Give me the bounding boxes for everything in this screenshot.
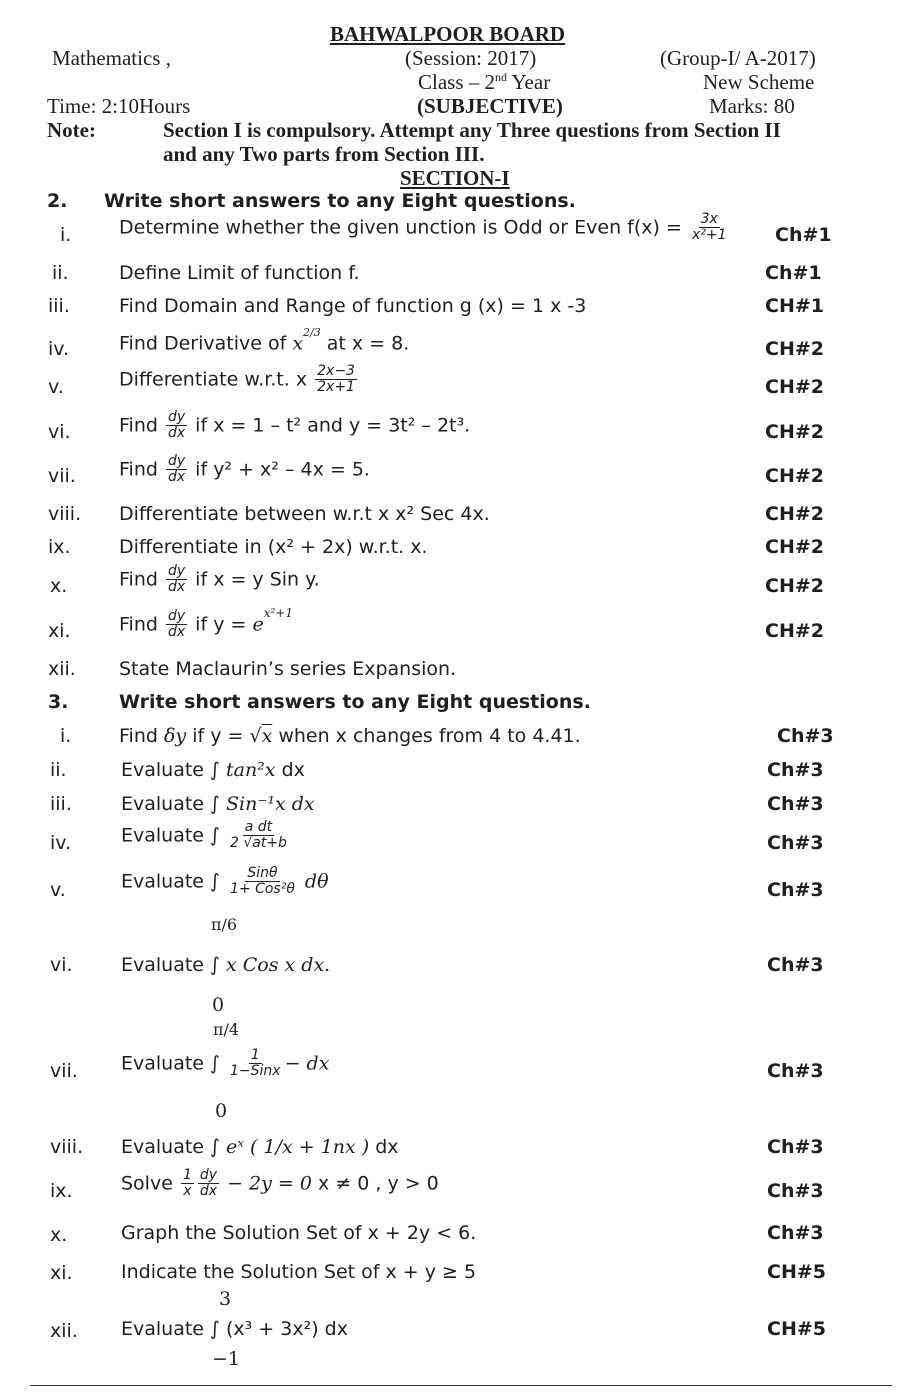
q2-iv-text: [119, 326, 410, 355]
q3-vii-tail: − dx: [284, 1052, 330, 1075]
q2-ix-chapter: CH#2: [765, 536, 824, 558]
q2-viii-chapter: CH#2: [765, 503, 824, 525]
q3-ix-numerator-2: dy: [199, 1167, 218, 1183]
q3-xii-text: Evaluate ∫ (x³ + 3x²) dx: [121, 1318, 348, 1340]
q3-i-text: [119, 725, 581, 747]
q3-vi-text: [121, 954, 330, 976]
q3-v-text: [121, 866, 329, 898]
q3-vii-text: [121, 1048, 329, 1080]
q3-ix-label: Solve: [121, 1172, 179, 1195]
q2-title: Write short answers to any Eight questions.: [104, 190, 576, 212]
q3-ix-fraction-2: [198, 1168, 219, 1200]
scheme: New Scheme: [703, 70, 815, 94]
q2-ii-num: ii.: [52, 262, 69, 284]
q3-viii-chapter: Ch#3: [767, 1136, 824, 1158]
q3-vii-num: vii.: [50, 1060, 78, 1082]
q2-vii-chapter: CH#2: [765, 465, 824, 487]
q3-number: 3.: [48, 691, 69, 713]
class-line: [418, 70, 550, 95]
q3-v-num: v.: [50, 879, 66, 901]
q3-i-label: Find: [119, 725, 164, 747]
q2-ii-chapter: Ch#1: [765, 262, 822, 284]
q2-vi-text: [119, 410, 470, 442]
q3-iii-label: Evaluate ∫: [121, 793, 226, 815]
q3-vii-numerator: 1: [250, 1047, 260, 1063]
q2-vii-num: vii.: [48, 465, 76, 487]
q3-ix-fraction-1: [181, 1168, 194, 1200]
q2-iii-text: Find Domain and Range of function g (x) = 1 x -3: [119, 295, 587, 317]
q2-xi-num: xi.: [48, 620, 71, 642]
q3-vi-label: Evaluate: [121, 954, 211, 976]
q2-iii-num: iii.: [48, 295, 70, 317]
q3-x-num: x.: [50, 1224, 68, 1246]
q2-iv-chapter: CH#2: [765, 338, 824, 360]
q3-viii-bracket: ( 1/x + 1nx ): [250, 1136, 370, 1158]
q3-vi-chapter: Ch#3: [767, 954, 824, 976]
q3-x-chapter: Ch#3: [767, 1222, 824, 1244]
q3-vi-lower-limit: 0: [212, 994, 225, 1016]
q2-vi-fraction: [166, 410, 187, 442]
note-line-2: and any Two parts from Section III.: [163, 142, 485, 166]
q3-ii-tail: dx: [275, 759, 305, 781]
q2-v-denominator: 2x+1: [317, 379, 355, 396]
q3-ii-chapter: Ch#3: [767, 759, 824, 781]
q2-xi-base: e: [252, 613, 264, 636]
q3-xi-text: Indicate the Solution Set of x + y ≥ 5: [121, 1261, 477, 1283]
q2-v-chapter: CH#2: [765, 376, 824, 398]
q2-i-num: i.: [60, 224, 72, 246]
subject: Mathematics ,: [52, 46, 171, 70]
q3-ix-numerator-1: 1: [182, 1167, 192, 1183]
q2-i-text: [119, 212, 730, 244]
q2-v-num: v.: [48, 376, 64, 398]
q2-iv-base: x: [292, 332, 304, 355]
q2-xi-label: Find: [119, 613, 164, 636]
q3-iii-math: Sin⁻¹x dx: [225, 793, 315, 815]
q2-x-tail: if x = y Sin y.: [189, 568, 320, 591]
q2-iv-tail: at x = 8.: [320, 332, 410, 355]
q3-vi-math: x Cos x dx.: [226, 954, 331, 976]
q2-i-chapter: Ch#1: [775, 224, 832, 246]
q2-i-fraction: [690, 212, 729, 244]
q3-v-chapter: Ch#3: [767, 879, 824, 901]
q3-i-mid: if y = √: [186, 725, 262, 747]
q3-iv-chapter: Ch#3: [767, 832, 824, 854]
q3-viii-text: [121, 1136, 399, 1158]
q2-iv-num: iv.: [48, 338, 70, 360]
q2-x-numerator: dy: [167, 563, 186, 579]
q2-i-label: Determine whether the given unction is Odd or Even f(x) =: [119, 216, 688, 239]
q2-vi-denominator: dx: [167, 425, 186, 442]
q3-vi-integral-sign: ∫: [210, 954, 226, 976]
class-sup: nd: [495, 70, 508, 84]
q3-xii-num: xii.: [50, 1320, 78, 1342]
q3-iv-fraction: [228, 820, 289, 852]
q3-iii-chapter: Ch#3: [767, 793, 824, 815]
q3-vii-label: Evaluate: [121, 1052, 211, 1075]
q3-i-delta: δy: [163, 725, 187, 747]
q2-x-num: x.: [50, 575, 68, 597]
note-label: Note:: [47, 118, 96, 142]
session: (Session: 2017): [405, 46, 537, 70]
q3-viii-tail: dx: [369, 1136, 399, 1158]
q2-i-numerator: 3x: [700, 211, 718, 227]
q2-number: 2.: [47, 190, 68, 212]
q2-x-text: [119, 564, 320, 596]
q2-vii-label: Find: [119, 458, 164, 481]
q3-i-num: i.: [60, 725, 72, 747]
q3-v-tail: dθ: [298, 870, 329, 893]
q3-xii-chapter: CH#5: [767, 1318, 826, 1340]
q3-ix-chapter: Ch#3: [767, 1180, 824, 1202]
q2-v-label: Differentiate w.r.t. x: [119, 368, 314, 391]
q3-iv-num: iv.: [50, 832, 72, 854]
q2-ix-num: ix.: [48, 536, 71, 558]
q3-viii-exp: eˣ: [225, 1136, 244, 1158]
board-title: BAHWALPOOR BOARD: [330, 22, 566, 46]
bottom-rule: [30, 1385, 892, 1386]
q3-x-text: Graph the Solution Set of x + 2y < 6.: [121, 1222, 477, 1244]
q3-i-chapter: Ch#3: [777, 725, 834, 747]
q2-vi-numerator: dy: [167, 409, 186, 425]
q2-x-denominator: dx: [167, 579, 186, 596]
q3-i-tail: when x changes from 4 to 4.41.: [272, 725, 581, 747]
q2-v-numerator: 2x−3: [317, 363, 355, 379]
q2-ii-text: Define Limit of function f.: [119, 262, 360, 284]
q2-vii-numerator: dy: [167, 453, 186, 469]
q3-ix-denominator-1: x: [183, 1183, 192, 1200]
q2-xi-chapter: CH#2: [765, 620, 824, 642]
q3-vi-num: vi.: [50, 954, 73, 976]
q2-iii-chapter: CH#1: [765, 295, 824, 317]
q2-vi-chapter: CH#2: [765, 421, 824, 443]
q3-vii-integral-sign: ∫: [210, 1052, 226, 1075]
q3-viii-num: viii.: [50, 1136, 84, 1158]
q3-ix-denominator-2: dx: [199, 1183, 218, 1200]
q3-iv-numerator: a dt: [244, 819, 273, 835]
q3-xii-upper-limit: 3: [219, 1288, 232, 1310]
q2-xi-numerator: dy: [167, 608, 186, 624]
q2-vii-fraction: [166, 454, 187, 486]
q3-ii-math: tan²x: [225, 759, 276, 781]
q2-vii-text: [119, 454, 370, 486]
q3-xi-chapter: CH#5: [767, 1261, 826, 1283]
q2-v-fraction: [315, 364, 357, 396]
q3-iii-text: [121, 793, 315, 815]
q2-vii-tail: if y² + x² – 4x = 5.: [189, 458, 370, 481]
q3-xi-num: xi.: [50, 1262, 73, 1284]
section-title: SECTION-I: [400, 166, 510, 190]
q2-x-fraction: [166, 564, 187, 596]
class-suffix: Year: [507, 70, 551, 94]
q3-viii-label: Evaluate ∫: [121, 1136, 226, 1158]
q2-vi-num: vi.: [48, 421, 71, 443]
q2-iv-exponent: 2/3: [303, 326, 321, 339]
q3-ii-num: ii.: [50, 759, 67, 781]
q2-vi-tail: if x = 1 – t² and y = 3t² – 2t³.: [189, 414, 471, 437]
q3-v-denominator: 1+ Cos²θ: [229, 881, 295, 898]
time: Time: 2:10Hours: [47, 94, 191, 118]
q3-xii-lower-limit: −1: [212, 1348, 241, 1370]
q3-iv-denominator: 2 √at+b: [229, 835, 287, 852]
q3-vii-upper-limit: π/4: [213, 1020, 240, 1039]
q2-xi-fraction: [166, 609, 187, 641]
q3-v-label: Evaluate ∫: [121, 870, 226, 893]
q2-x-chapter: CH#2: [765, 575, 824, 597]
paper-type: (SUBJECTIVE): [417, 94, 563, 118]
q3-ix-condition: x ≠ 0 , y > 0: [311, 1172, 439, 1195]
q2-vii-denominator: dx: [167, 469, 186, 486]
q2-xii-text: State Maclaurin’s series Expansion.: [119, 658, 457, 680]
q2-vi-label: Find: [119, 414, 164, 437]
q3-v-fraction: [228, 866, 297, 898]
q3-vi-upper-limit: π/6: [211, 915, 238, 934]
q3-vii-lower-limit: 0: [215, 1100, 228, 1122]
q2-xi-exponent: x²+1: [263, 606, 293, 621]
q2-v-text: [119, 364, 359, 396]
q2-xi-tail: if y =: [189, 613, 253, 636]
q2-x-label: Find: [119, 568, 164, 591]
q3-vii-fraction: [228, 1048, 283, 1080]
q3-vii-denominator: 1−Sinx: [230, 1063, 281, 1080]
q2-viii-num: viii.: [48, 503, 82, 525]
q3-ix-num: ix.: [50, 1180, 73, 1202]
q3-vii-chapter: Ch#3: [767, 1060, 824, 1082]
q2-i-denominator: x²+1: [691, 227, 727, 244]
q3-ii-label: Evaluate ∫: [121, 759, 226, 781]
q2-iv-label: Find Derivative of: [119, 332, 293, 355]
q2-ix-text: Differentiate in (x² + 2x) w.r.t. x.: [119, 536, 428, 558]
q2-xii-num: xii.: [48, 658, 76, 680]
q2-xi-text: [119, 606, 293, 641]
q3-title: Write short answers to any Eight questions.: [119, 691, 591, 713]
q2-xi-denominator: dx: [167, 624, 186, 641]
q2-viii-text: Differentiate between w.r.t x x² Sec 4x.: [119, 503, 490, 525]
q3-ix-text: [121, 1168, 439, 1200]
q3-ii-text: [121, 759, 305, 781]
q3-ix-equation: − 2y = 0: [221, 1172, 312, 1195]
note-line-1: Section I is compulsory. Attempt any Three questions from Section II: [163, 118, 781, 142]
q3-iv-text: [121, 820, 291, 852]
marks: Marks: 80: [709, 94, 795, 118]
q3-i-radicand: x: [261, 725, 273, 747]
q3-iii-num: iii.: [50, 793, 72, 815]
group: (Group-I/ A-2017): [660, 46, 816, 70]
q3-iv-label: Evaluate ∫: [121, 824, 226, 847]
class-prefix: Class – 2: [418, 70, 496, 94]
q3-v-numerator: Sinθ: [247, 865, 278, 881]
